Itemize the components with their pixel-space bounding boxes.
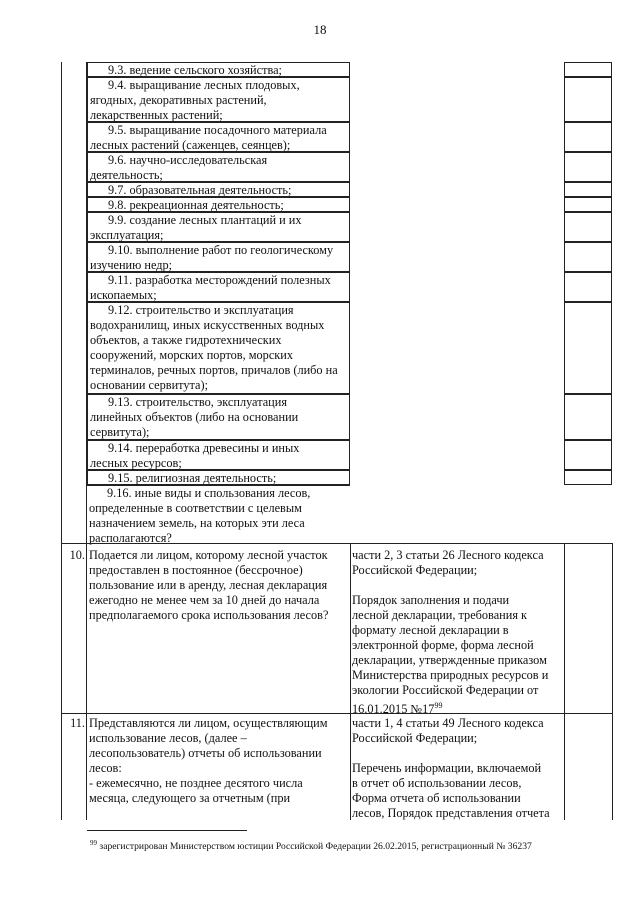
row-10-number: 10.: [69, 548, 85, 562]
table-left-border: [61, 62, 62, 820]
sub-item-9-16: 9.16. иные виды и спользования лесов, определенные в соответствии с целевым назначением земель, на которых эти леса располагаются?: [87, 485, 350, 543]
sub-item-9-7: 9.7. образовательная деятельность;: [87, 182, 350, 197]
row-11-top-border: [61, 713, 612, 714]
footnote-marker: 99: [90, 839, 97, 847]
sub-item-9-13: 9.13. строительство, эксплуатация линейных объектов (либо на основании сервитута);: [87, 394, 350, 440]
table-reference-column-border: [350, 543, 351, 820]
sub-item-9-15: 9.15. религиозная деятельность;: [87, 470, 350, 485]
answer-box: [564, 197, 612, 212]
answer-box: [564, 122, 612, 152]
sub-item-9-14: 9.14. переработка древесины и иных лесных ресурсов;: [87, 440, 350, 470]
sub-item-9-4: 9.4. выращивание лесных плодовых, ягодных, декоративных растений, лекарственных растений;: [87, 77, 350, 122]
answer-box: [564, 242, 612, 272]
row-10-question: Подается ли лицом, которому лесной участок предоставлен в постоянное (бессрочное) пользование или в аренду, лесная декларация ежегодно не менее чем за 10 дней до начала предполагаемого срока использования лесов?: [89, 548, 329, 622]
footnote: [90, 839, 532, 852]
row-10-top-border: [61, 543, 612, 544]
answer-box: [564, 62, 612, 77]
sub-item-9-6: 9.6. научно-исследовательская деятельность;: [87, 152, 350, 182]
row-10-reference-text: части 2, 3 статьи 26 Лесного кодекса Российской Федерации; Порядок заполнения и подачи лесной декларации, требования к формату лесной декларации в электронной форме, форма лесной декларации, утвержденные приказом Министерства природных ресурсов и экологии Российской Федерации от 16.01.2015 №17: [352, 548, 549, 717]
answer-box: [564, 77, 612, 122]
row-11-question: Представляются ли лицом, осуществляющим использование лесов, (далее – лесопользователь) отчеты об использовании лесов: - ежемесячно, не позднее десятого числа месяца, следующего за отчетным (при: [89, 716, 328, 805]
table-result-column-border: [564, 543, 565, 820]
sub-item-9-5: 9.5. выращивание посадочного материала лесных растений (саженцев, сеянцев);: [87, 122, 350, 152]
sub-item-9-12: 9.12. строительство и эксплуатация водохранилищ, иных искусственных водных объектов, а также гидротехнических сооружений, морских портов, морских терминалов, речных портов, причалов (либо на основании сервитута);: [87, 302, 350, 394]
footnote-separator: [87, 830, 247, 831]
footnote-text: зарегистрирован Министерством юстиции Российской Федерации 26.02.2015, регистрационный № 36237: [97, 841, 532, 853]
answer-box: [564, 302, 612, 394]
answer-box: [564, 152, 612, 182]
sub-item-9-11: 9.11. разработка месторождений полезных ископаемых;: [87, 272, 350, 302]
table-right-border: [612, 543, 613, 820]
sub-item-9-10: 9.10. выполнение работ по геологическому изучению недр;: [87, 242, 350, 272]
row-10-footnote-marker: 99: [434, 701, 443, 710]
sub-item-9-9: 9.9. создание лесных плантаций и их эксплуатация;: [87, 212, 350, 242]
row-11-number: 11.: [70, 716, 85, 730]
answer-box: [564, 272, 612, 302]
row-11-reference: части 1, 4 статьи 49 Лесного кодекса Российской Федерации; Перечень информации, включаемой в отчет об использовании лесов, Форма отчета об использовании лесов, Порядок представления отчета: [352, 716, 550, 820]
row-10-reference: [352, 548, 564, 717]
page-number: 18: [313, 22, 327, 37]
answer-box: [564, 440, 612, 470]
answer-box: [564, 470, 612, 485]
sub-item-9-3: 9.3. ведение сельского хозяйства;: [87, 62, 350, 77]
answer-box: [564, 212, 612, 242]
answer-box: [564, 182, 612, 197]
answer-box: [564, 394, 612, 440]
sub-item-9-8: 9.8. рекреационная деятельность;: [87, 197, 350, 212]
